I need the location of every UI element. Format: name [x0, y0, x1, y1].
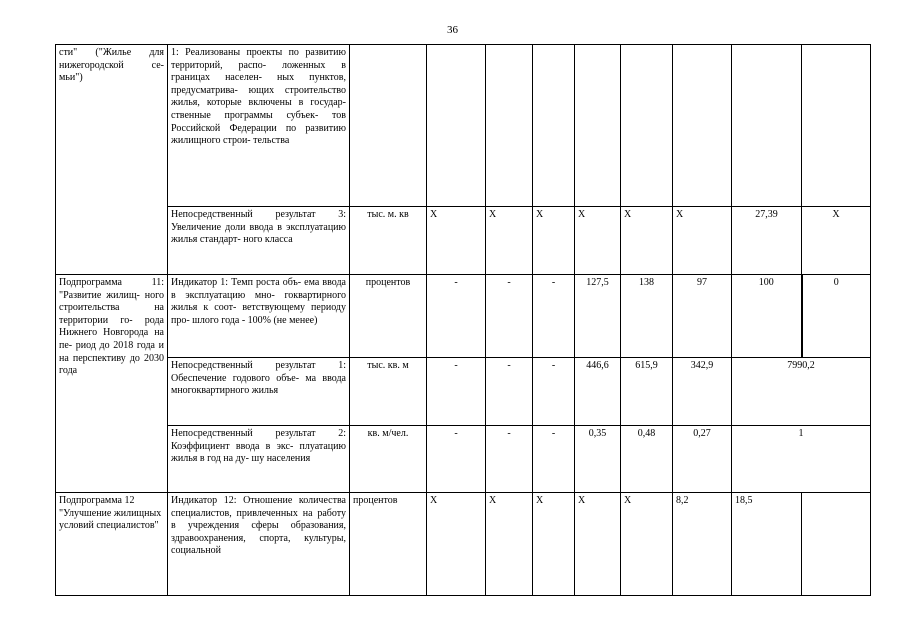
value-cell: - — [533, 275, 575, 358]
merged-value-cell: 1 — [732, 426, 871, 493]
program-cell: Подпрограмма 11: "Развитие жилищ- ного строительства на территории го- рода Нижнего Новгорода на пе- риод до 2018 года и на перспективу до 2030 года — [56, 275, 168, 493]
value-cell — [486, 45, 533, 207]
value-cell: 27,39 — [732, 207, 802, 275]
value-cell: X — [621, 207, 673, 275]
value-cell — [732, 45, 802, 207]
value-cell: - — [533, 426, 575, 493]
value-cell: X — [575, 493, 621, 596]
indicator-cell: Непосредственный результат 1: Обеспечение годового объе- ма ввода многоквартирного жилья — [168, 358, 350, 426]
program-cell: Подпрограмма 12 "Улучшение жилищных условий специалистов" — [56, 493, 168, 596]
value-cell: X — [673, 207, 732, 275]
program-cell: сти" ("Жилье для нижегородской се- мьи") — [56, 45, 168, 207]
value-cell: X — [533, 207, 575, 275]
program-cell — [56, 207, 168, 275]
unit-cell: кв. м/чел. — [350, 426, 427, 493]
indicator-cell: Индикатор 1: Темп роста объ- ема ввода в эксплуатацию мно- гоквартирного жилья к соот- ветствующему периоду про- шлого года - 100% (не менее) — [168, 275, 350, 358]
value-cell: 342,9 — [673, 358, 732, 426]
value-cell: - — [486, 275, 533, 358]
value-cell: - — [427, 275, 486, 358]
indicator-cell: Непосредственный результат 3: Увеличение доли ввода в эксплуатацию жилья стандарт- ного класса — [168, 207, 350, 275]
merged-value-cell: 7990,2 — [732, 358, 871, 426]
value-cell — [673, 45, 732, 207]
table-row — [56, 207, 871, 275]
value-cell: X — [427, 493, 486, 596]
value-cell — [533, 45, 575, 207]
value-cell: 446,6 — [575, 358, 621, 426]
value-cell: - — [486, 358, 533, 426]
unit-cell: тыс. кв. м — [350, 358, 427, 426]
unit-cell: тыс. м. кв — [350, 207, 427, 275]
value-cell: 97 — [673, 275, 732, 358]
unit-cell: процентов — [350, 275, 427, 358]
value-cell — [621, 45, 673, 207]
value-cell: 18,5 — [732, 493, 802, 596]
table-row — [56, 493, 871, 596]
value-cell: 615,9 — [621, 358, 673, 426]
value-cell: 0,27 — [673, 426, 732, 493]
value-cell: 8,2 — [673, 493, 732, 596]
value-cell: X — [486, 207, 533, 275]
value-cell: 0 — [802, 275, 871, 358]
value-cell: X — [533, 493, 575, 596]
value-cell: 0,48 — [621, 426, 673, 493]
indicators-table — [55, 44, 871, 596]
unit-cell: процентов — [350, 493, 427, 596]
value-cell — [802, 45, 871, 207]
value-cell: 127,5 — [575, 275, 621, 358]
value-cell: 100 — [732, 275, 802, 358]
value-cell — [427, 45, 486, 207]
table-row — [56, 358, 871, 426]
indicator-cell: Непосредственный результат 2: Коэффициент ввода в экс- плуатацию жилья в год на ду- шу населения — [168, 426, 350, 493]
value-cell: 138 — [621, 275, 673, 358]
table-row — [56, 45, 871, 207]
value-cell: X — [427, 207, 486, 275]
value-cell — [575, 45, 621, 207]
value-cell: X — [575, 207, 621, 275]
value-cell: X — [802, 207, 871, 275]
table-row — [56, 275, 871, 358]
value-cell: - — [427, 358, 486, 426]
value-cell: - — [486, 426, 533, 493]
unit-cell — [350, 45, 427, 207]
indicator-cell: 1: Реализованы проекты по развитию территорий, распо- ложенных в границах населен- ных пунктов, предусматрива- ющих строительство жилья, которые включены в государ- ственные программы субъек- тов Российской Федерации по развитию жилищного строи- тельства — [168, 45, 350, 207]
indicator-cell: Индикатор 12: Отношение количества специалистов, привлеченных на работу в учреждения сферы образования, здравоохранения, спорта, культуры, социальной — [168, 493, 350, 596]
page-number: 36 — [447, 24, 458, 36]
value-cell: X — [486, 493, 533, 596]
value-cell — [802, 493, 871, 596]
table-row — [56, 426, 871, 493]
value-cell: X — [621, 493, 673, 596]
value-cell: - — [533, 358, 575, 426]
value-cell: - — [427, 426, 486, 493]
value-cell: 0,35 — [575, 426, 621, 493]
